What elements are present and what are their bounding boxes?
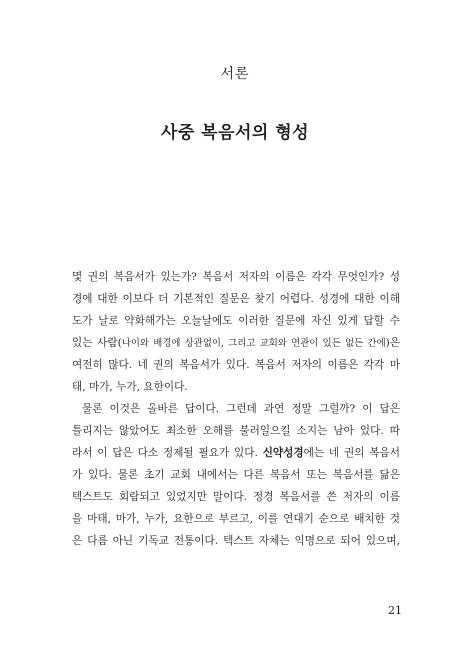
- chapter-title: 사중 복음서의 형성: [160, 123, 310, 143]
- text-run: 있는 사람(: [72, 337, 122, 349]
- text-run: 라서 이 답은 다소 정제될 필요가 있다.: [72, 447, 263, 459]
- paragraph-2: [72, 398, 400, 552]
- text-line: 은 다름 아닌 기독교 전통이다. 텍스트 자체는 익명으로 되어 있으며,: [72, 535, 400, 547]
- text-line: 경에 대한 이보다 더 기본적인 질문은 찾기 어렵다. 성경에 대한 이해: [72, 293, 400, 305]
- text-line: 텍스트도 회람되고 있었지만 말이다. 정경 복음서를 쓴 저자의 이름: [72, 491, 400, 503]
- text-line: 도가 날로 약화해가는 오늘날에도 이러한 질문에 자신 있게 답할 수: [72, 315, 400, 327]
- text-line: 을 마태, 마가, 누가, 요한으로 부르고, 이를 연대기 순으로 배치한 것: [72, 513, 400, 525]
- text-line: 여전히 많다. 네 권의 복음서가 있다. 복음서 저자의 이름은 각각 마: [72, 359, 400, 371]
- text-line: [72, 442, 400, 464]
- text-run: 에는 네 권의 복음서: [303, 447, 400, 459]
- section-label: 서론: [220, 66, 250, 82]
- text-line: 가 있다. 물론 초기 교회 내에서는 다른 복음서 또는 복음서를 닮은: [72, 469, 400, 481]
- text-line: 물론 이것은 올바른 답이다. 그런데 과연 정말 그럴까? 이 답은: [82, 403, 400, 415]
- text-line: 몇 권의 복음서가 있는가? 복음서 저자의 이름은 각각 무엇인가? 성: [72, 271, 400, 283]
- text-line: 태, 마가, 누가, 요한이다.: [72, 381, 188, 393]
- emphasized-term: 신약성경: [262, 447, 304, 459]
- body-text: [72, 266, 400, 552]
- paragraph-1: [72, 266, 400, 398]
- page-number: 21: [388, 604, 402, 617]
- text-line: [72, 332, 400, 354]
- parenthetical-note: 나이와 배경에 상관없이, 그리고 교회와 연관이 있든 없든 간에: [121, 338, 386, 349]
- text-run: )은: [385, 337, 400, 349]
- text-line: 틀리지는 않았어도 최소한 오해를 불러일으킬 소지는 남아 있다. 따: [72, 425, 400, 437]
